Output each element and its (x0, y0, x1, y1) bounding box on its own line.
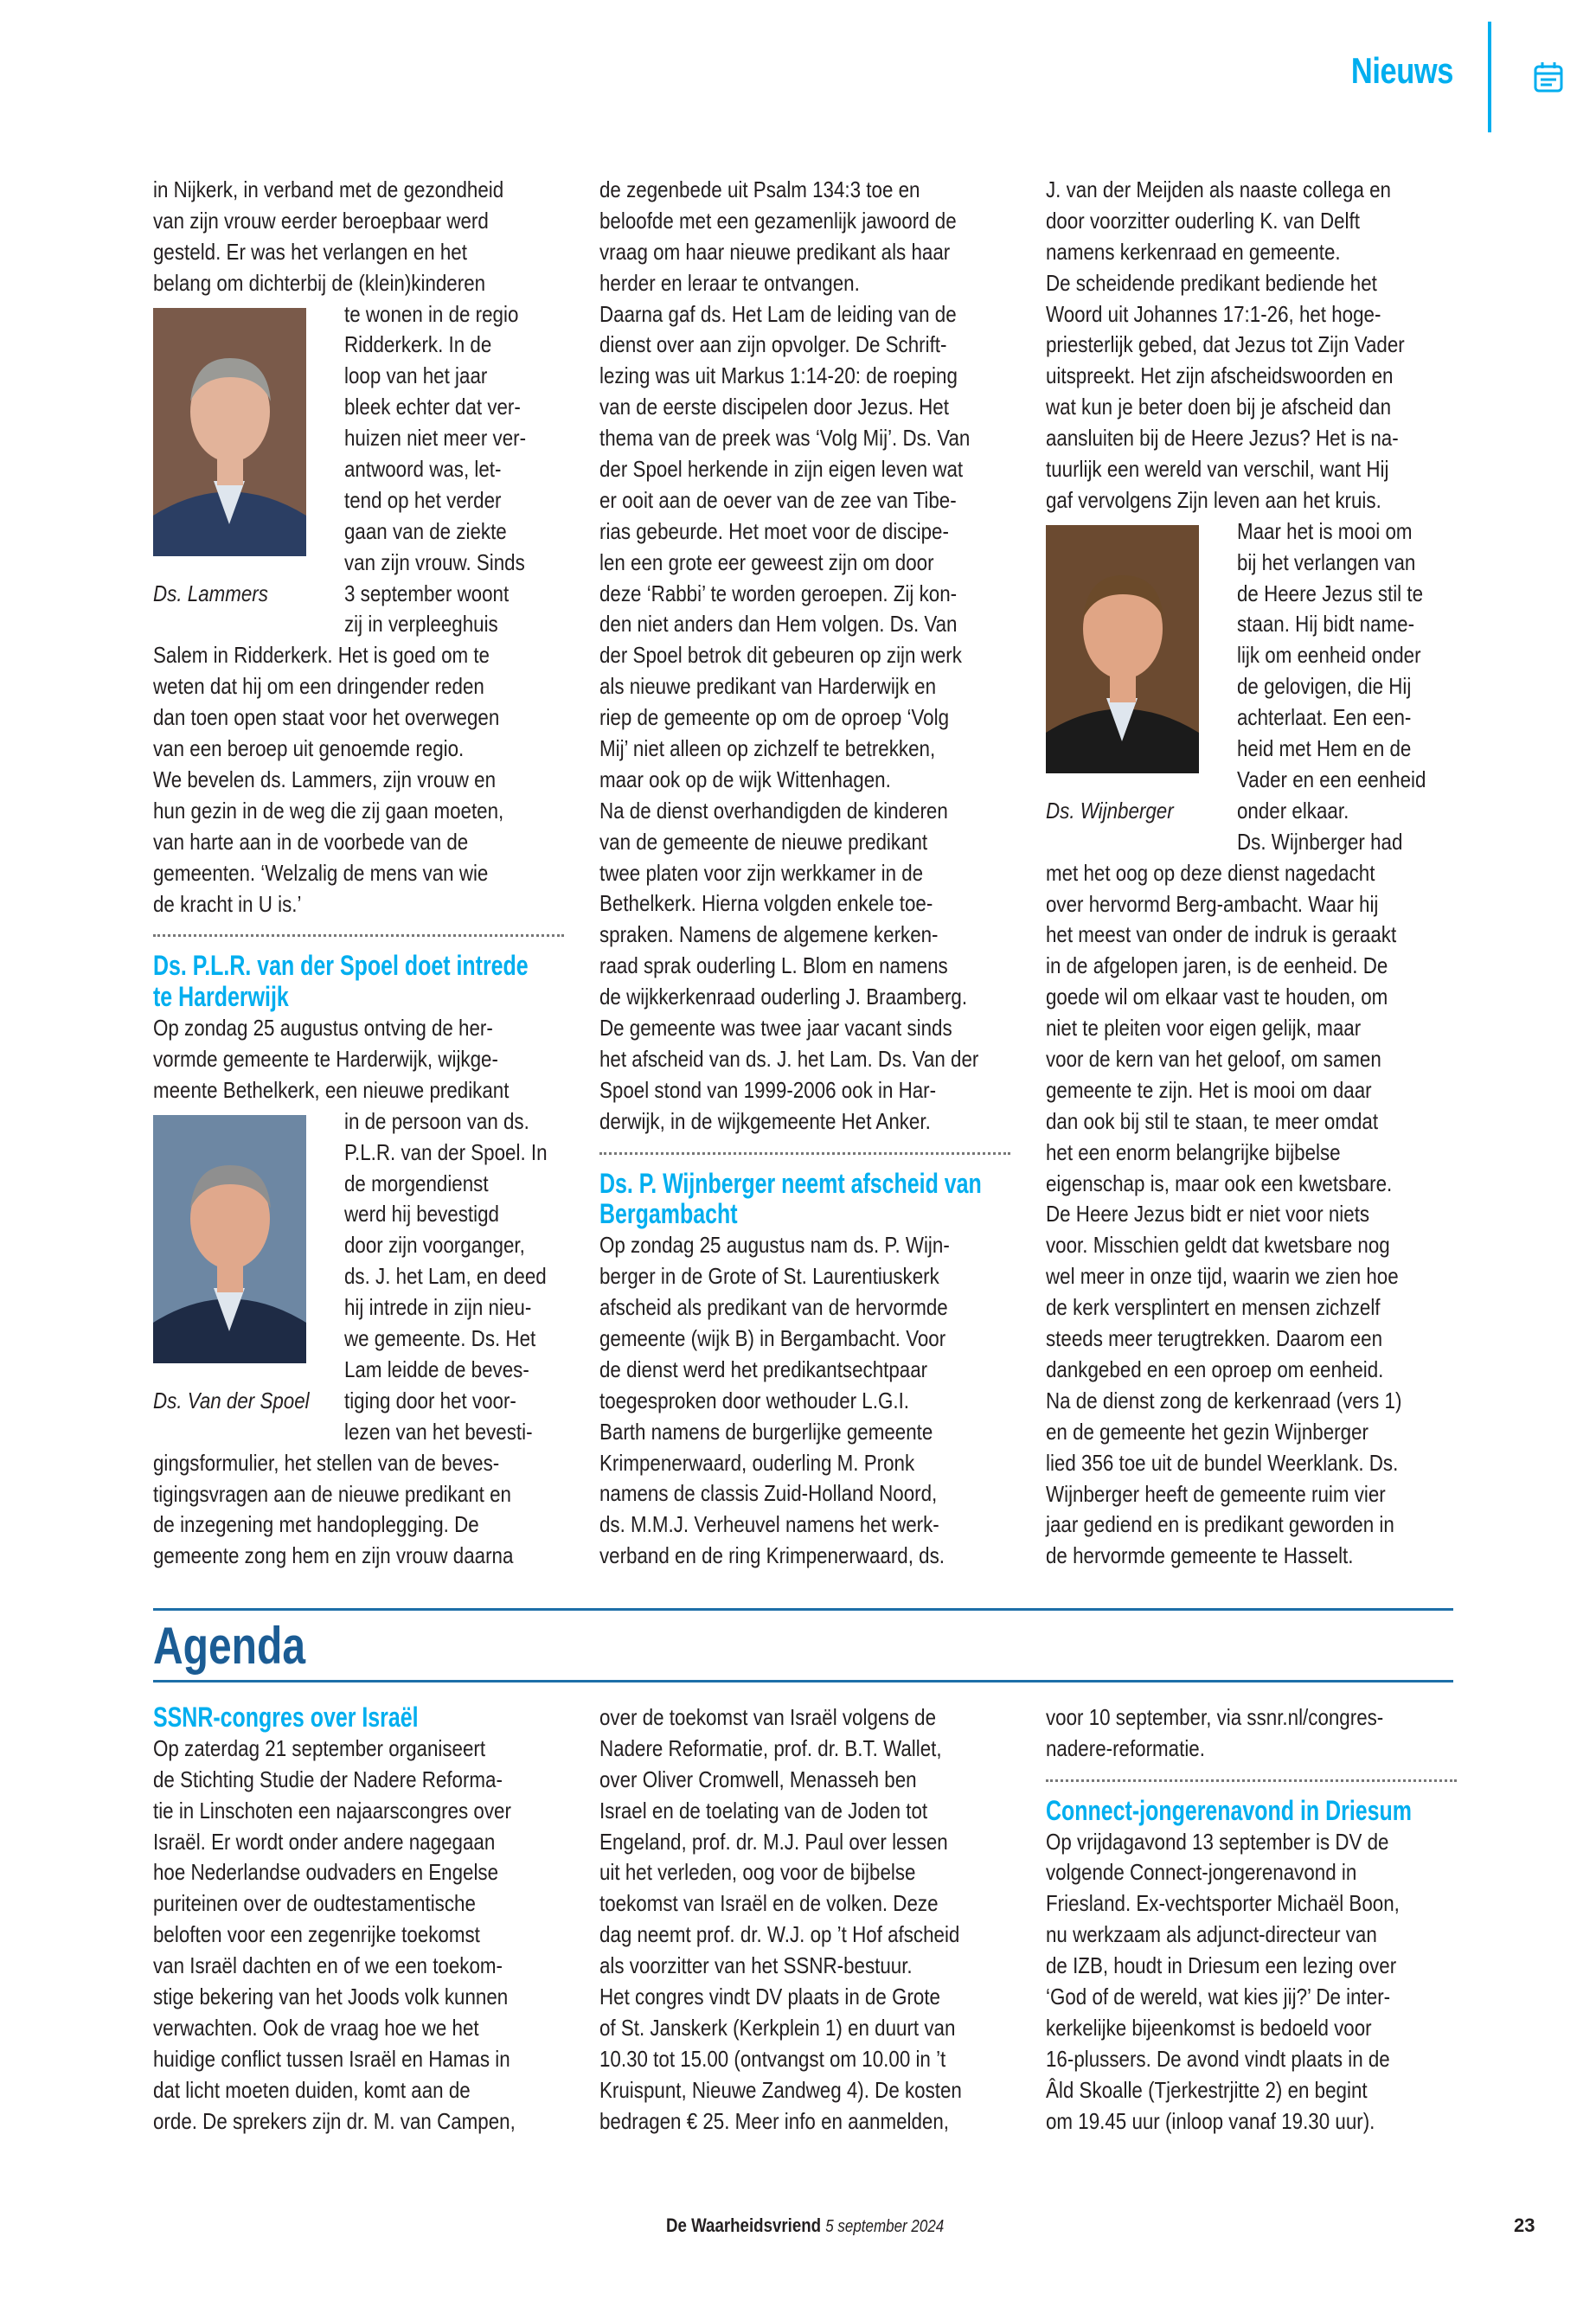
text-line: Maar het is mooi om (1237, 517, 1413, 544)
text-line: maar ook op de wijk Wittenhagen. (599, 766, 891, 792)
text-line: eigenschap is, maar ook een kwetsbare. (1046, 1170, 1393, 1196)
text-line: der Spoel betrok dit gebeuren op zijn werk (599, 642, 962, 669)
text-line: gesteld. Er was het verlangen en het (153, 238, 467, 265)
text-line: achterlaat. Een een- (1237, 704, 1412, 731)
text-line: Op vrijdagavond 13 september is DV de (1046, 1828, 1389, 1855)
text-line: goede wil om elkaar vast te houden, om (1046, 984, 1388, 1010)
text-line: tie in Linschoten een najaarscongres over (153, 1797, 511, 1823)
text-line: berger in de Grote of St. Laurentiuskerk (599, 1263, 939, 1290)
text-line: huidige conflict tussen Israël en Hamas in (153, 2045, 510, 2072)
text-line: over hervormd Berg-ambacht. Waar hij (1046, 890, 1379, 917)
text-line: voor 10 september, via ssnr.nl/congres- (1046, 1704, 1384, 1730)
text-line: Nadere Reformatie, prof. dr. B.T. Wallet, (599, 1734, 942, 1761)
header-divider (1488, 22, 1491, 132)
text-line: twee platen voor zijn werkkamer in de (599, 859, 924, 886)
text-line: voor. Misschien geldt dat kwetsbare nog (1046, 1232, 1390, 1259)
text-line: als nieuwe predikant van Harderwijk en (599, 673, 937, 700)
text-line: vormde gemeente te Harderwijk, wijkge- (153, 1046, 498, 1073)
dotted-divider (153, 920, 564, 951)
text-line: jaar gediend en is predikant geworden in (1046, 1511, 1394, 1538)
text-line: voor de kern van het geloof, om samen (1046, 1046, 1381, 1073)
text-line: onder elkaar. (1237, 797, 1349, 824)
text-line: om 19.45 uur (inloop vanaf 19.30 uur). (1046, 2107, 1375, 2134)
photo-column (153, 1106, 344, 1448)
text-line: rias gebeurde. Het moet voor de discipe- (599, 517, 949, 544)
text-line: de dienst werd het predikantsechtpaar (599, 1356, 928, 1382)
text-line: van de gemeente de nieuwe predikant (599, 828, 928, 855)
text-line: van Israël dachten en of we een toekom- (153, 1952, 503, 1979)
text-line: van zijn vrouw. Sinds (344, 548, 525, 575)
text-line: riep de gemeente op om de oproep ‘Volg (599, 704, 950, 731)
text-line: het een enorm belangrijke bijbelse (1046, 1138, 1341, 1165)
text-line: de morgendienst (344, 1170, 489, 1196)
portrait-image (1046, 525, 1199, 773)
text-line: verwachten. Ook de vraag hoe we het (153, 2014, 479, 2041)
text-line: Op zondag 25 augustus nam ds. P. Wijn- (599, 1232, 950, 1259)
text-line: toegesproken door wethouder L.G.I. (599, 1387, 910, 1413)
text-line: te wonen in de regio (344, 300, 519, 327)
text-line: in Nijkerk, in verband met de gezondheid (153, 176, 504, 202)
text-line: gaan van de ziekte (344, 517, 507, 544)
text-line: gaf vervolgens Zijn leven aan het kruis. (1046, 486, 1381, 513)
text-line: bij het verlangen van (1237, 548, 1416, 575)
text-line: tuurlijk een wereld van verschil, want Hij (1046, 456, 1389, 483)
text-line: Âld Skoalle (Tjerkestrjitte 2) en begint (1046, 2076, 1368, 2103)
text-line: de kracht in U is.’ (153, 890, 302, 917)
text-line: belang om dichterbij de (klein)kinderen (153, 269, 486, 296)
article-heading: Bergambacht (599, 1198, 738, 1230)
text-line: Op zondag 25 augustus ontving de her- (153, 1015, 493, 1042)
text-line: deze ‘Rabbi’ te worden geroepen. Zij kon- (599, 580, 958, 606)
text-line: gemeenten. ‘Welzalig de mens van wie (153, 859, 489, 886)
text-line: Na de dienst overhandigden de kinderen (599, 797, 948, 824)
text-line: weten dat hij om een dringender reden (153, 673, 484, 700)
text-line: De Heere Jezus bidt er niet voor niets (1046, 1201, 1370, 1227)
text-line: van harte aan in de voorbede van de (153, 828, 469, 855)
news-column-3 (1046, 175, 1457, 1572)
text-line: vraag om haar nieuwe predikant als haar (599, 238, 951, 265)
text-line: 16-plussers. De avond vindt plaats in de (1046, 2045, 1390, 2072)
text-line: bedragen € 25. Meer info en aanmelden, (599, 2107, 950, 2134)
issue-date: 5 september 2024 (825, 2217, 945, 2236)
text-line: meente Bethelkerk, een nieuwe predikant (153, 1076, 510, 1103)
text-line: namens kerkenraad en gemeente. (1046, 238, 1341, 265)
calendar-icon (1533, 61, 1564, 93)
text-line: van de eerste discipelen door Jezus. Het (599, 394, 949, 420)
text-line: Salem in Ridderkerk. Het is goed om te (153, 642, 490, 669)
text-line: met het oog op deze dienst nagedacht (1046, 859, 1375, 886)
text-line: kerkelijke bijeenkomst is bedoeld voor (1046, 2014, 1372, 2041)
text-line: lied 356 toe uit de bundel Weerklank. Ds. (1046, 1449, 1399, 1476)
text-line: Mij’ niet alleen op zichzelf te betrekken, (599, 735, 936, 762)
text-line: tigingsvragen aan de nieuwe predikant en (153, 1480, 511, 1507)
text-line: huizen niet meer ver- (344, 425, 527, 452)
text-line: door voorzitter ouderling K. van Delft (1046, 207, 1360, 234)
text-line: thema van de preek was ‘Volg Mij’. Ds. Van (599, 425, 971, 452)
text-line: lijk om eenheid onder (1237, 642, 1421, 669)
page-number: 23 (1514, 2214, 1535, 2236)
agenda-bottom-rule (153, 1680, 1453, 1682)
text-line: namens de classis Zuid-Holland Noord, (599, 1480, 938, 1507)
portrait-photo (1046, 525, 1199, 773)
text-line: P.L.R. van der Spoel. In (344, 1138, 548, 1165)
text-line: nu werkzaam als adjunct-directeur van (1046, 1921, 1377, 1948)
section-title: Nieuws (1350, 50, 1453, 91)
photo-column (1046, 516, 1237, 858)
text-line: Engeland, prof. dr. M.J. Paul over lessen (599, 1828, 948, 1855)
text-line: hoe Nederlandse oudvaders en Engelse (153, 1859, 499, 1886)
text-line: Spoel stond van 1999-2006 ook in Har- (599, 1076, 937, 1103)
text-line: 3 september woont (344, 580, 510, 606)
portrait-photo (153, 1115, 306, 1363)
text-line: dag neemt prof. dr. W.J. op ’t Hof afscheid (599, 1921, 960, 1948)
text-line: dankgebed en een oproep om eenheid. (1046, 1356, 1384, 1382)
text-line: gemeente (wijk B) in Bergambacht. Voor (599, 1324, 946, 1351)
text-line: ds. M.M.J. Verheuvel namens het werk- (599, 1511, 939, 1538)
text-line: Vader en een eenheid (1237, 766, 1426, 792)
text-line: dienst over aan zijn opvolger. De Schrift- (599, 331, 947, 358)
text-line: zij in verpleeghuis (344, 611, 498, 638)
text-line: Na de dienst zong de kerkenraad (vers 1) (1046, 1387, 1402, 1413)
text-line: Op zaterdag 21 september organiseert (153, 1734, 486, 1761)
news-column-2 (599, 175, 1010, 1572)
text-line: nadere-reformatie. (1046, 1734, 1205, 1761)
text-line: of St. Janskerk (Kerkplein 1) en duurt van (599, 2014, 956, 2041)
text-line: de zegenbede uit Psalm 134:3 toe en (599, 176, 920, 202)
text-line: raad sprak ouderling L. Blom en namens (599, 952, 948, 979)
photo-column (153, 299, 344, 641)
text-line: priesterlijk gebed, dat Jezus tot Zijn Vader (1046, 331, 1405, 358)
text-line: de IZB, houdt in Driesum een lezing over (1046, 1952, 1397, 1979)
text-line: ds. J. het Lam, en deed (344, 1263, 547, 1290)
photo-caption: Ds. Wijnberger (1046, 797, 1174, 824)
text-line: De scheidende predikant bediende het (1046, 269, 1377, 296)
dotted-divider (599, 1138, 1010, 1169)
text-line: len een grote eer geweest zijn om door (599, 548, 934, 575)
photo-caption: Ds. Van der Spoel (153, 1387, 310, 1413)
text-line: Woord uit Johannes 17:1-26, het hoge- (1046, 300, 1381, 327)
text-line: stige bekering van het Joods volk kunnen (153, 1984, 509, 2010)
text-line: heid met Hem en de (1237, 735, 1412, 762)
text-line: Lam leidde de beves- (344, 1356, 529, 1382)
text-line: Israël. Er wordt onder andere nagegaan (153, 1828, 496, 1855)
agenda-column-3 (1046, 1702, 1457, 2137)
text-line: beloften voor een zegenrijke toekomst (153, 1921, 480, 1948)
text-line: werd hij bevestigd (344, 1201, 499, 1227)
text-line: er ooit aan de oever van de zee van Tibe- (599, 486, 957, 513)
footer-publication (666, 2214, 944, 2237)
text-line: dat licht moeten duiden, komt aan de (153, 2076, 471, 2103)
text-line: staan. Hij bidt name- (1237, 611, 1415, 638)
text-line: gemeente te zijn. Het is mooi om daar (1046, 1076, 1372, 1103)
agenda-column-2 (599, 1702, 1010, 2137)
text-line: in de persoon van ds. (344, 1107, 529, 1134)
text-line: Ds. Wijnberger had (1237, 828, 1403, 855)
text-line: tiging door het voor- (344, 1387, 516, 1413)
text-line: de Heere Jezus stil te (1237, 580, 1424, 606)
photo-caption: Ds. Lammers (153, 580, 268, 606)
text-line: bleek echter dat ver- (344, 394, 521, 420)
news-column-1 (153, 175, 564, 1572)
text-line: beloofde met een gezamenlijk jawoord de (599, 207, 957, 234)
text-line: Friesland. Ex-vechtsporter Michaël Boon, (1046, 1890, 1400, 1917)
text-line: den niet anders dan Hem volgen. Ds. Van (599, 611, 958, 638)
text-line: de wijkkerkenraad ouderling J. Braamberg. (599, 984, 968, 1010)
text-line: Barth namens de burgerlijke gemeente (599, 1418, 933, 1445)
text-line: Ridderkerk. In de (344, 331, 492, 358)
text-line: der Spoel herkende in zijn eigen leven wat (599, 456, 964, 483)
text-line: de hervormde gemeente te Hasselt. (1046, 1542, 1354, 1569)
text-line: steeds meer terugtrekken. Daarom een (1046, 1325, 1383, 1352)
photo-block (153, 1106, 564, 1448)
portrait-image (153, 308, 306, 556)
text-line: dan ook bij stil te staan, te meer omdat (1046, 1107, 1379, 1134)
text-line: de inzegening met handoplegging. De (153, 1511, 479, 1538)
text-line: antwoord was, let- (344, 456, 502, 483)
publication-name: De Waarheidsvriend (666, 2214, 822, 2236)
text-line: lezen van het bevesti- (344, 1418, 533, 1445)
text-line: Het congres vindt DV plaats in de Grote (599, 1984, 940, 2010)
text-line: van zijn vrouw eerder beroepbaar werd (153, 207, 489, 234)
text-line: het meest van onder de indruk is geraakt (1046, 921, 1397, 948)
text-line: hij intrede in zijn nieu- (344, 1294, 532, 1321)
photo-block (1046, 516, 1457, 858)
text-line: gingsformulier, het stellen van de beves- (153, 1449, 500, 1476)
text-line: uit het verleden, oog voor de bijbelse (599, 1859, 916, 1886)
text-line: toekomst van Israël en de volken. Deze (599, 1890, 939, 1917)
text-line: aansluiten bij de Heere Jezus? Het is na- (1046, 425, 1399, 452)
text-line: niet te pleiten voor eigen gelijk, maar (1046, 1015, 1362, 1042)
text-line: wat kun je beter doen bij je afscheid dan (1046, 394, 1392, 420)
text-line: De gemeente was twee jaar vacant sinds (599, 1015, 952, 1042)
photo-block (153, 299, 564, 641)
text-line: derwijk, in de wijkgemeente Het Anker. (599, 1107, 931, 1134)
text-line: J. van der Meijden als naaste collega en (1046, 176, 1391, 202)
text-line: puriteinen over de oudtestamentische (153, 1890, 476, 1917)
text-line: de kerk versplintert en mensen zichzelf (1046, 1294, 1381, 1321)
photo-wrap-text (344, 299, 555, 641)
article-heading: Ds. P. Wijnberger neemt afscheid van (599, 1167, 982, 1199)
text-line: de Stichting Studie der Nadere Reforma- (153, 1766, 503, 1792)
text-line: wel meer in onze tijd, waarin we zien hoe (1046, 1263, 1399, 1290)
text-line: uitspreekt. Het zijn afscheidswoorden en (1046, 362, 1394, 389)
text-line: Krimpenerwaard, ouderling M. Pronk (599, 1449, 915, 1476)
text-line: spraken. Namens de algemene kerken- (599, 921, 939, 948)
text-line: tend op het verder (344, 486, 502, 513)
text-line: over Oliver Cromwell, Menasseh ben (599, 1766, 917, 1792)
agenda-top-rule (153, 1608, 1453, 1611)
text-line: de gelovigen, die Hij (1237, 673, 1412, 700)
text-line: Wijnberger heeft de gemeente ruim vier (1046, 1480, 1386, 1507)
text-line: door zijn voorganger, (344, 1232, 525, 1259)
text-line: volgende Connect-jongerenavond in (1046, 1859, 1357, 1886)
photo-wrap-text (344, 1106, 580, 1448)
photo-wrap-text (1237, 516, 1457, 858)
text-line: loop van het jaar (344, 362, 488, 389)
text-line: Kruispunt, Nieuwe Zandweg 4). De kosten (599, 2076, 962, 2103)
text-line: dan toen open staat voor het overwegen (153, 704, 500, 731)
text-line: orde. De sprekers zijn dr. M. van Campen, (153, 2107, 516, 2134)
text-line: lezing was uit Markus 1:14-20: de roeping (599, 362, 958, 389)
text-line: Daarna gaf ds. Het Lam de leiding van de (599, 300, 957, 327)
article-heading: Connect-jongerenavond in Driesum (1046, 1794, 1412, 1826)
portrait-image (153, 1115, 306, 1363)
text-line: als voorzitter van het SSNR-bestuur. (599, 1952, 913, 1979)
text-line: en de gemeente het gezin Wijnberger (1046, 1418, 1368, 1445)
article-heading: Ds. P.L.R. van der Spoel doet intrede (153, 950, 529, 982)
agenda-column-1 (153, 1702, 564, 2137)
portrait-photo (153, 308, 306, 556)
text-line: over de toekomst van Israël volgens de (599, 1704, 937, 1730)
article-heading: te Harderwijk (153, 981, 289, 1013)
dotted-divider (1046, 1765, 1457, 1796)
text-line: herder en leraar te ontvangen. (599, 269, 860, 296)
text-line: gemeente zong hem en zijn vrouw daarna (153, 1542, 514, 1569)
article-heading: SSNR-congres over Israël (153, 1702, 419, 1733)
text-line: hun gezin in de weg die zij gaan moeten, (153, 797, 504, 824)
text-line: van een beroep uit genoemde regio. (153, 735, 465, 762)
text-line: we gemeente. Ds. Het (344, 1325, 536, 1352)
text-line: 10.30 tot 15.00 (ontvangst om 10.00 in ’t (599, 2045, 946, 2072)
text-line: Israel en de toelating van de Joden tot (599, 1797, 928, 1823)
text-line: We bevelen ds. Lammers, zijn vrouw en (153, 766, 497, 793)
text-line: verband en de ring Krimpenerwaard, ds. (599, 1542, 945, 1569)
text-line: Bethelkerk. Hierna volgden enkele toe- (599, 890, 933, 917)
text-line: afscheid als predikant van de hervormde (599, 1294, 948, 1321)
agenda-heading: Agenda (153, 1617, 306, 1675)
text-line: in de afgelopen jaren, is de eenheid. De (1046, 952, 1388, 979)
text-line: het afscheid van ds. J. het Lam. Ds. Van der (599, 1045, 979, 1072)
text-line: ‘God of de wereld, wat kies jij?’ De inter- (1046, 1984, 1391, 2010)
